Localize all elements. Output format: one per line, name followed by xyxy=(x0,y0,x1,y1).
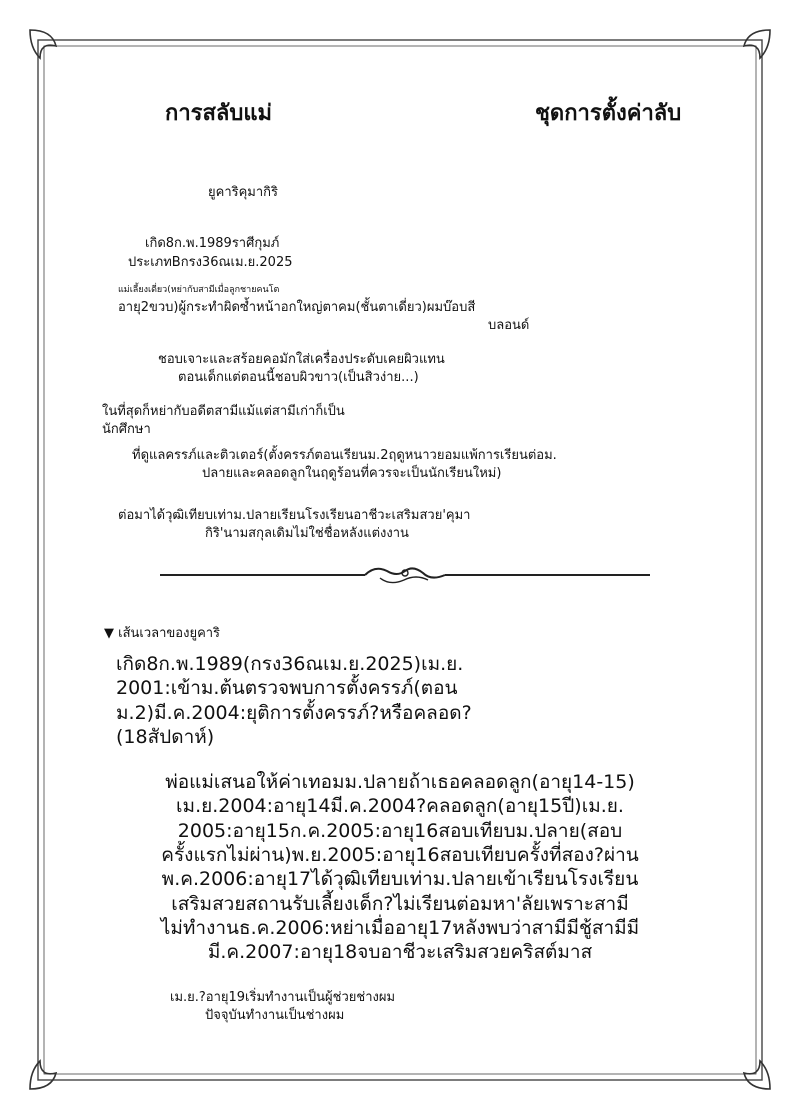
divorce-line-2: นักศึกษา xyxy=(102,422,151,437)
character-name: ยูคาริคุมากิริ xyxy=(208,185,279,200)
desc-line-1: อายุ2ขวบ)ผู้กระทำผิดซ้ำหน้าอกใหญ่ตาคม(ชั้นตาเดี่ยว)ผมบ๊อบสี xyxy=(118,300,476,315)
hobby-line-2: ตอนเด็กแต่ตอนนี้ชอบผิวขาว(เป็นสิวง่าย...) xyxy=(178,370,419,385)
timeline-line: 2001:เข้าม.ต้นตรวจพบการตั้งครรภ์(ตอน xyxy=(116,677,458,700)
divorce-line-1: ในที่สุดก็หย่ากับอดีตสามีแม้แต่สามีเก่าก็เป็น xyxy=(102,404,345,419)
birth-line: เกิด8ก.พ.1989ราศีกุมภ์ xyxy=(145,236,280,251)
timeline-line: เสริมสวยสถานรับเลี้ยงเด็ก?ไม่เรียนต่อมหา'ลัยเพราะสามี xyxy=(171,892,629,915)
timeline-line: พ่อแม่เสนอให้ค่าเทอมม.ปลายถ้าเธอคลอดลูก(อายุ14-15) xyxy=(165,771,635,793)
footer-line-2: ปัจจุบันทำงานเป็นช่างผม xyxy=(205,1008,345,1023)
timeline-line: ม.2)มี.ค.2004:ยุติการตั้งครรภ์?หรือคลอด? xyxy=(116,701,472,724)
type-line: ประเภทBกรง36ณเม.ย.2025 xyxy=(128,255,293,270)
timeline-line: ครั้งแรกไม่ผ่าน)พ.ย.2005:อายุ16สอบเทียบครั้งที่สอง?ผ่าน xyxy=(161,843,639,866)
timeline-line: เม.ย.2004:อายุ14มี.ค.2004?คลอดลูก(อายุ15ปี)เม.ย. xyxy=(176,795,624,818)
right-title: ชุดการตั้งค่าลับ xyxy=(535,101,682,126)
note-small: แม่เลี้ยงเดี่ยว(หย่ากับสามีเมื่อลูกชายคนโต xyxy=(118,285,280,295)
left-title: การสลับแม่ xyxy=(165,101,273,126)
timeline-para-2 xyxy=(110,770,690,965)
ornament-divider xyxy=(160,560,650,590)
timeline-para-1 xyxy=(116,652,472,749)
hobby-line-1: ชอบเจาะและสร้อยคอมักใส่เครื่องประดับเคยผิวแทน xyxy=(158,352,445,367)
care-line-2: ปลายและคลอดลูกในฤดูร้อนที่ควรจะเป็นนักเรียนใหม่) xyxy=(202,466,502,481)
timeline-line: มี.ค.2007:อายุ18จบอาชีวะเสริมสวยคริสต์มาส xyxy=(207,941,593,964)
desc-line-2: บลอนด์ xyxy=(488,318,530,333)
later-line-2: กิริ'นามสกุลเดิมไม่ใช่ชื่อหลังแต่งงาน xyxy=(205,526,409,541)
timeline-line: เกิด8ก.พ.1989(กรง36ณเม.ย.2025)เม.ย. xyxy=(116,653,464,675)
timeline-line: 2005:อายุ15ก.ค.2005:อายุ16สอบเทียบม.ปลาย(สอบ xyxy=(177,819,623,842)
timeline-line: พ.ค.2006:อายุ17ได้วุฒิเทียบเท่าม.ปลายเข้าเรียนโรงเรียน xyxy=(161,868,639,891)
care-line-1: ที่ดูแลครรภ์และติวเตอร์(ตั้งครรภ์ตอนเรียนม.2ฤดูหนาวยอมแพ้การเรียนต่อม. xyxy=(132,448,557,463)
footer-line-1: เม.ย.?อายุ19เริ่มทำงานเป็นผู้ช่วยช่างผม xyxy=(170,990,396,1005)
later-line-1: ต่อมาได้วุฒิเทียบเท่าม.ปลายเรียนโรงเรียนอาชีวะเสริมสวย'คุมา xyxy=(118,508,471,523)
timeline-line: ไม่ทำงานธ.ค.2006:หย่าเมื่ออายุ17หลังพบว่าสามีมีชู้สามีมี xyxy=(160,916,640,939)
timeline-heading: ▼ เส้นเวลาของยูคาริ xyxy=(104,626,221,641)
timeline-line: (18สัปดาห์) xyxy=(116,725,215,748)
